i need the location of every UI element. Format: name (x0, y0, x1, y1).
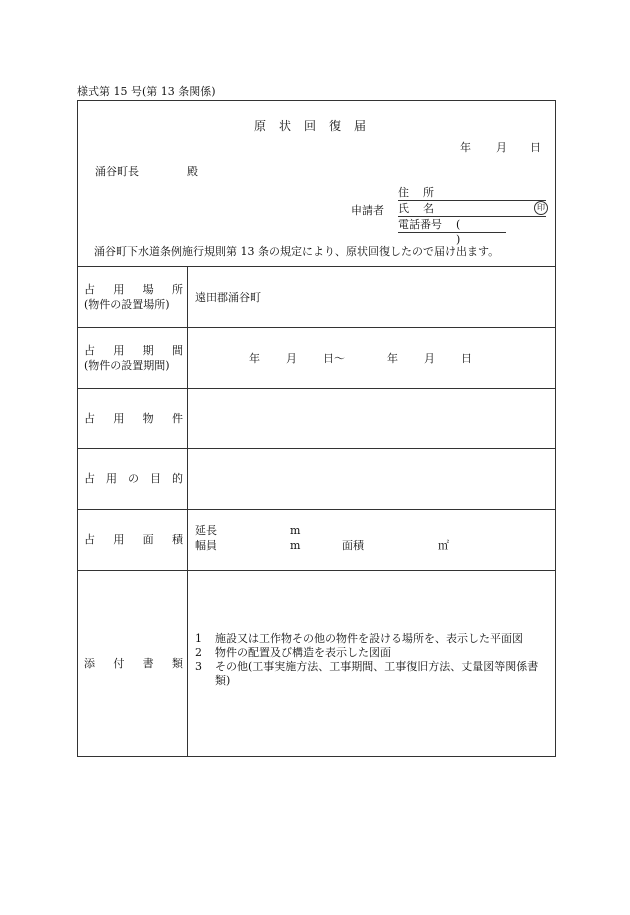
label-char: 間 (171, 343, 183, 357)
length-label: 延長 (195, 524, 217, 537)
location-label (78, 266, 188, 327)
declaration-text: 涌谷町下水道条例施行規則第 13 条の規定により、原状回復したので届け出ます。 (94, 245, 500, 258)
name-label: 氏名 (398, 202, 448, 215)
addressee-name: 涌谷町長 (95, 165, 139, 178)
label-char: 目 (150, 472, 161, 485)
label-char: 占 (84, 472, 95, 485)
attachments-label (78, 570, 188, 756)
object-label-main (84, 411, 183, 426)
label-char: 添 (84, 656, 95, 670)
attachment-item (195, 646, 549, 660)
row-period (78, 327, 555, 389)
addressee (95, 163, 198, 179)
item-text: 施設又は工作物その他の物件を設ける場所を、表示した平面図 (215, 632, 523, 645)
object-value[interactable] (195, 388, 549, 448)
attachment-item (195, 632, 549, 646)
row-attachments (78, 570, 555, 756)
end-day: 日 (461, 351, 472, 365)
area-label-main (84, 532, 183, 547)
label-char: 的 (172, 472, 183, 485)
label-char: 所 (171, 282, 183, 296)
item-number: 3 (195, 660, 202, 673)
address-label: 住所 (398, 186, 448, 199)
area-label (78, 509, 188, 570)
phone-label: 電話番号 (398, 218, 442, 231)
addressee-suffix: 殿 (187, 165, 198, 178)
attachments-list (195, 570, 549, 818)
purpose-value[interactable] (195, 448, 549, 509)
form-header (78, 101, 555, 267)
item-number: 1 (195, 632, 202, 645)
label-char: 類 (171, 656, 183, 670)
label-char: 用 (113, 282, 125, 296)
row-area (78, 509, 555, 571)
label-char: 用 (113, 343, 125, 357)
label-char: の (128, 472, 139, 485)
label-char: 占 (84, 411, 95, 425)
label-char: 用 (113, 533, 125, 546)
label-char: 物 (142, 411, 154, 425)
start-year: 年 (249, 351, 260, 365)
purpose-label-main (84, 471, 183, 486)
seal-mark: 印 (534, 201, 548, 215)
row-object (78, 388, 555, 449)
phone-parens: ( ) (456, 218, 479, 246)
label-char: 占 (84, 533, 95, 546)
restoration-notice-form (77, 100, 556, 757)
location-text: 遠田郡涌谷町 (195, 290, 261, 304)
label-char: 占 (84, 343, 95, 357)
label-char: 面 (142, 533, 154, 546)
period-value[interactable] (195, 327, 549, 388)
period-label-main (84, 343, 183, 358)
label-char: 期 (142, 343, 154, 357)
location-label-sub: (物件の設置場所) (84, 297, 170, 311)
location-label-main (84, 282, 183, 297)
attachment-item (195, 660, 549, 688)
length-line (195, 523, 549, 538)
period-label-sub: (物件の設置期間) (84, 358, 170, 372)
end-month: 月 (424, 351, 435, 365)
phone-field[interactable] (398, 217, 506, 246)
date-day: 日 (530, 141, 541, 154)
width-unit: m (290, 539, 301, 552)
attachments-label-main (84, 656, 183, 671)
item-number: 2 (195, 646, 202, 659)
row-purpose (78, 448, 555, 510)
start-month: 月 (286, 351, 297, 365)
label-char: 書 (142, 656, 154, 670)
date-year: 年 (460, 141, 471, 154)
period-label (78, 327, 188, 388)
label-char: 用 (113, 411, 125, 425)
start-day: 日〜 (323, 351, 345, 365)
submission-date (435, 139, 541, 155)
item-text: 物件の配置及び構造を表示した図面 (215, 646, 391, 659)
area-sub-label: 面積 (342, 539, 364, 552)
applicant-label: 申請者 (351, 204, 384, 217)
row-location (78, 266, 555, 328)
name-field[interactable] (398, 201, 546, 217)
label-char: 用 (106, 472, 117, 485)
length-unit: m (290, 524, 301, 537)
period-range (195, 350, 549, 366)
width-label: 幅員 (195, 539, 217, 552)
label-char: 占 (84, 282, 95, 296)
label-char: 場 (142, 282, 154, 296)
area-unit: ㎡ (438, 539, 449, 552)
label-char: 積 (171, 533, 183, 546)
end-year: 年 (387, 351, 398, 365)
purpose-label (78, 448, 188, 509)
form-title: 原状回復届 (253, 119, 379, 133)
label-char: 件 (171, 411, 183, 425)
address-field[interactable] (398, 185, 546, 201)
item-text: その他(工事実施方法、工事期間、工事復旧方法、丈量図等関係書類) (215, 660, 539, 687)
label-char: 付 (113, 656, 125, 670)
width-line (195, 538, 549, 553)
applicant-info (398, 185, 546, 246)
form-number: 様式第 15 号(第 13 条関係) (77, 85, 216, 98)
object-label (78, 388, 188, 448)
location-value[interactable] (195, 266, 549, 327)
date-month: 月 (496, 141, 507, 154)
